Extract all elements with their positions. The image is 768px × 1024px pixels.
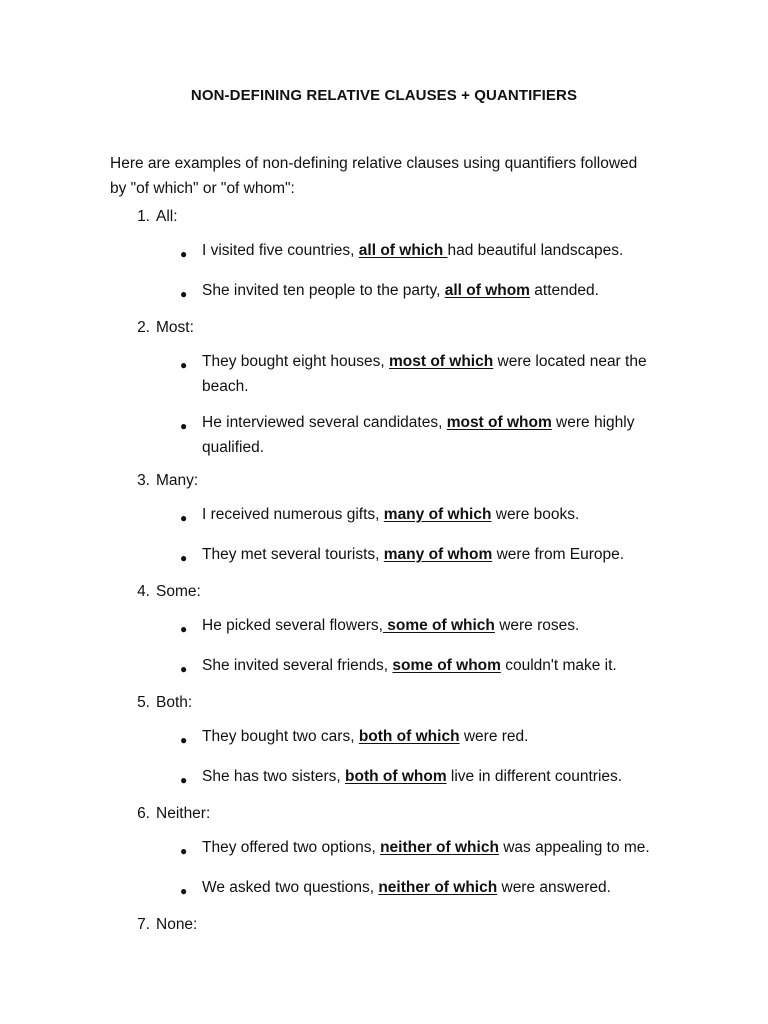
section-heading — [0, 692, 768, 714]
section-most — [0, 317, 768, 460]
example-item — [0, 764, 768, 793]
section-label: Many: — [156, 472, 199, 490]
example-text-after: were from Europe. — [492, 546, 625, 563]
example-item — [0, 542, 768, 571]
example-item — [0, 875, 768, 904]
section-label: Most: — [156, 319, 194, 337]
example-text-before: He interviewed several candidates, — [202, 414, 447, 431]
example-text-after: were roses. — [494, 617, 580, 634]
example-text-after: were books. — [491, 506, 580, 523]
bullet-icon: ● — [180, 358, 188, 372]
section-number: 5. — [137, 694, 150, 712]
quantifier-keyword: all of which — [358, 242, 448, 259]
section-neither — [0, 803, 768, 904]
section-heading — [0, 914, 768, 936]
example-item — [0, 349, 768, 399]
quantifier-keyword: many of which — [383, 506, 492, 523]
quantifier-keyword: neither of which — [380, 839, 499, 856]
bullet-icon: ● — [180, 247, 188, 261]
quantifier-keyword: some of which — [382, 617, 495, 634]
example-text-before: They offered two options, — [202, 839, 381, 856]
example-item — [0, 238, 768, 267]
example-text — [202, 875, 652, 900]
section-number: 2. — [137, 319, 150, 337]
example-text — [202, 542, 652, 567]
page-title: NON-DEFINING RELATIVE CLAUSES + QUANTIFIERS — [190, 87, 578, 104]
section-heading — [0, 206, 768, 228]
section-number: 6. — [137, 805, 150, 823]
example-text-after: were highly qualified. — [202, 414, 635, 456]
example-text — [202, 835, 652, 860]
example-text-before: They bought two cars, — [202, 728, 359, 745]
example-text-after: couldn't make it. — [500, 657, 617, 674]
quantifier-keyword: both of which — [358, 728, 460, 745]
example-text-after: were red. — [459, 728, 529, 745]
example-text — [202, 613, 652, 638]
bullet-icon: ● — [180, 419, 188, 433]
quantifier-keyword: most of whom — [446, 414, 552, 431]
bullet-icon: ● — [180, 773, 188, 787]
bullet-icon: ● — [180, 287, 188, 301]
bullet-icon: ● — [180, 622, 188, 636]
example-item — [0, 724, 768, 753]
example-text-before: She invited several friends, — [202, 657, 393, 674]
section-label: Some: — [156, 583, 201, 601]
quantifier-keyword: all of whom — [444, 282, 530, 299]
example-text-before: We asked two questions, — [202, 879, 379, 896]
example-text — [202, 653, 652, 678]
bullet-icon: ● — [180, 844, 188, 858]
example-text-before: I visited five countries, — [202, 242, 359, 259]
section-label: None: — [156, 916, 198, 934]
example-item — [0, 410, 768, 460]
section-some — [0, 581, 768, 682]
example-item — [0, 278, 768, 307]
example-text-before: They met several tourists, — [202, 546, 384, 563]
quantifier-keyword: most of which — [389, 353, 494, 370]
example-item — [0, 653, 768, 682]
example-text-before: She has two sisters, — [202, 768, 346, 785]
bullet-icon: ● — [180, 511, 188, 525]
quantifier-keyword: many of whom — [383, 546, 493, 563]
sections-list — [0, 206, 768, 936]
example-text-after: attended. — [529, 282, 599, 299]
example-text-after: had beautiful landscapes. — [447, 242, 624, 259]
section-all — [0, 206, 768, 307]
section-heading — [0, 317, 768, 339]
section-number: 7. — [137, 916, 150, 934]
bullet-icon: ● — [180, 884, 188, 898]
example-item — [0, 613, 768, 642]
section-number: 4. — [137, 583, 150, 601]
section-heading — [0, 470, 768, 492]
example-text-after: were located near the beach. — [202, 353, 647, 395]
section-both — [0, 692, 768, 793]
section-many — [0, 470, 768, 571]
bullet-icon: ● — [180, 733, 188, 747]
section-heading — [0, 803, 768, 825]
quantifier-keyword: neither of which — [378, 879, 498, 896]
section-number: 3. — [137, 472, 150, 490]
example-text-after: live in different countries. — [446, 768, 623, 785]
quantifier-keyword: some of whom — [392, 657, 501, 674]
section-label: All: — [156, 208, 178, 226]
example-text — [202, 278, 652, 303]
example-item — [0, 835, 768, 864]
bullet-icon: ● — [180, 662, 188, 676]
section-label: Both: — [156, 694, 193, 712]
quantifier-keyword: both of whom — [345, 768, 447, 785]
example-text-before: He picked several flowers, — [202, 617, 383, 634]
example-text — [202, 410, 652, 460]
example-text-before: She invited ten people to the party, — [202, 282, 445, 299]
example-text — [202, 349, 652, 399]
example-text-after: were answered. — [497, 879, 611, 896]
section-none — [0, 914, 768, 936]
example-text — [202, 502, 652, 527]
example-item — [0, 502, 768, 531]
section-number: 1. — [137, 208, 150, 226]
example-text — [202, 724, 652, 749]
example-text — [202, 238, 652, 263]
section-heading — [0, 581, 768, 603]
bullet-icon: ● — [180, 551, 188, 565]
example-text-after: was appealing to me. — [498, 839, 650, 856]
section-label: Neither: — [156, 805, 211, 823]
example-text-before: They bought eight houses, — [202, 353, 389, 370]
example-text — [202, 764, 652, 789]
intro-paragraph: Here are examples of non-defining relative clauses using quantifiers followed by "of which" or "of whom": — [110, 155, 638, 197]
example-text-before: I received numerous gifts, — [202, 506, 384, 523]
